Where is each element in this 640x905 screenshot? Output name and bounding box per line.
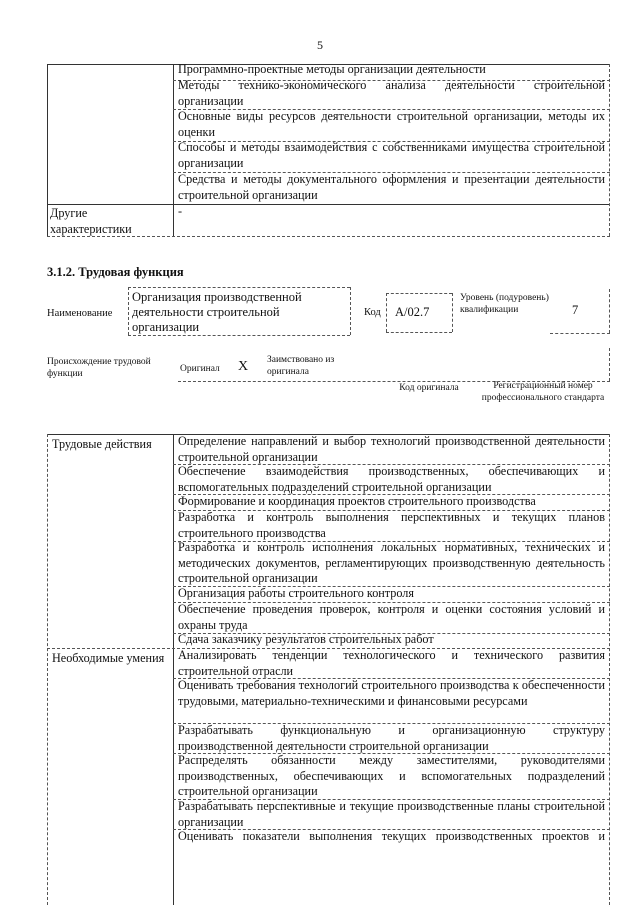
original-label: Оригинал	[180, 364, 220, 374]
original-checkmark: X	[238, 359, 249, 374]
top-row-2: Методы технико-экономического анализа деятельности строительной организации	[178, 78, 605, 108]
labor-action-item: Обеспечение взаимодействия производственных, обеспечивающих и вспомогательных подразделений строительной организации	[178, 464, 605, 494]
borrowed-label: Заимствовано из оригинала	[267, 355, 335, 377]
labor-action-item: Обеспечение проведения проверок, контроля и оценки состояния условий и охраны труда	[178, 602, 605, 632]
labor-action-item: Формирование и координация проектов строительного производства	[178, 494, 536, 508]
labor-actions-label: Трудовые действия	[52, 437, 152, 451]
skills-label: Необходимые умения	[52, 651, 165, 665]
other-characteristics-label: Другие характеристики	[50, 206, 132, 236]
top-row-5: Средства и методы документального оформления и презентации деятельности строительной организации	[178, 172, 605, 202]
skill-item: Разрабатывать перспективные и текущие производственные планы строительной организации	[178, 799, 605, 829]
top-row-3: Основные виды ресурсов деятельности строительной организации, методы их оценки	[178, 109, 605, 139]
name-label: Наименование	[47, 308, 113, 319]
code-label: Код	[364, 307, 381, 318]
labor-action-item: Сдача заказчику результатов строительных работ	[178, 632, 434, 646]
skill-item: Распределять обязанности между заместителями, руководителями производственных, обеспечивающих и вспомогательных подразделений строительной организации	[178, 753, 605, 798]
skill-item: Оценивать требования технологий строительного производства к обеспеченности трудовыми, материально-техническими и финансовыми ресурсами	[178, 678, 605, 708]
original-code-label: Код оригинала	[399, 383, 459, 393]
function-code: А/02.7	[395, 305, 430, 319]
labor-action-item: Разработка и контроль исполнения локальных нормативных, технических и методических документов, регламентирующих производственную деятельность строительной организации	[178, 540, 605, 585]
labor-action-item: Разработка и контроль выполнения перспективных и текущих планов строительного производства	[178, 510, 605, 540]
top-row-4: Способы и методы взаимодействия с собственниками имущества строительной организации	[178, 140, 605, 170]
top-row-1: Программно-проектные методы организации деятельности	[178, 62, 486, 76]
skill-item: Разрабатывать функциональную и организационную структуру производственной деятельности строительной организации	[178, 723, 605, 753]
level-label: Уровень (подуровень) квалификации	[460, 293, 549, 315]
section-title: 3.1.2. Трудовая функция	[47, 265, 184, 279]
registration-number-label: Регистрационный номер профессионального стандарта	[481, 381, 605, 403]
page-number: 5	[317, 38, 323, 52]
skill-item: Анализировать тенденции технологического и технического развития строительной отрасли	[178, 648, 605, 678]
other-characteristics-value: -	[178, 204, 183, 218]
labor-action-item: Организация работы строительного контроля	[178, 586, 414, 600]
origin-label: Происхождение трудовой функции	[47, 357, 151, 379]
function-name: Организация производственной деятельности строительной организации	[132, 290, 302, 334]
skill-item: Оценивать показатели выполнения текущих производственных проектов и	[178, 829, 605, 843]
labor-action-item: Определение направлений и выбор технологий производственной деятельности строительной организации	[178, 434, 605, 464]
level-value: 7	[572, 303, 579, 317]
